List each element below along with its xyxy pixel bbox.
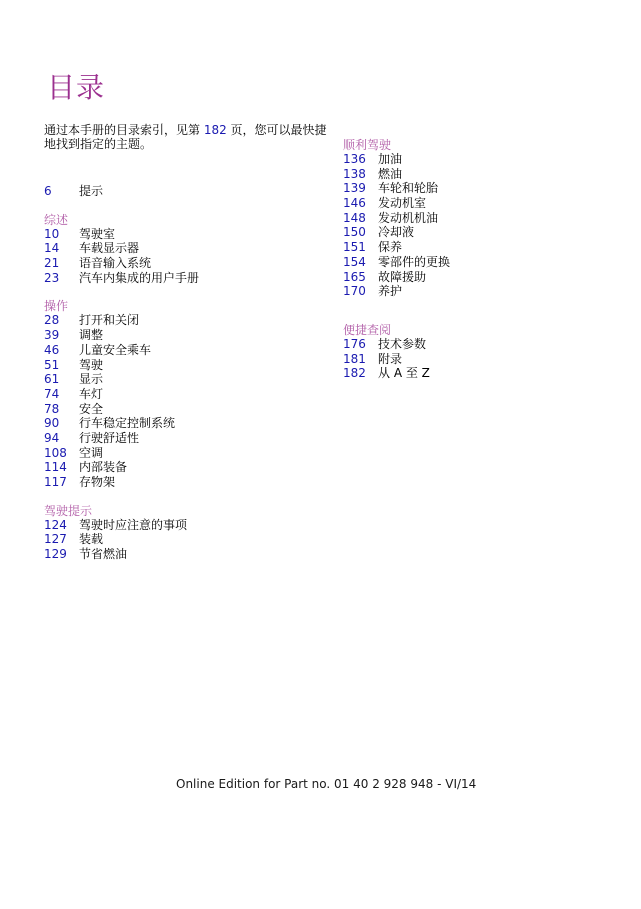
toc-page-number[interactable]: 138	[343, 166, 366, 181]
toc-entry-label[interactable]: 行车稳定控制系统	[79, 416, 176, 431]
toc-section	[343, 323, 633, 381]
toc-page-number[interactable]: 139	[343, 181, 366, 196]
toc-section-heading: 顺利驾驶	[343, 138, 392, 152]
toc-entry[interactable]	[343, 284, 633, 299]
toc-entry-label[interactable]: 空调	[79, 445, 104, 460]
toc-entry[interactable]	[44, 227, 334, 242]
toc-page-number[interactable]: 74	[44, 386, 60, 401]
toc-entry-label[interactable]: 故障援助	[378, 269, 427, 284]
toc-entry-label[interactable]: 附录	[378, 351, 403, 366]
toc-section-heading: 便捷查阅	[343, 322, 392, 337]
toc-page-number[interactable]: 10	[44, 226, 60, 241]
page-title: 目录	[47, 71, 106, 104]
toc-entry[interactable]	[44, 358, 334, 373]
toc-section-heading: 驾驶提示	[44, 503, 93, 518]
toc-entry-label[interactable]: 显示	[79, 372, 104, 387]
toc-entry-label[interactable]: 零部件的更换	[378, 254, 451, 269]
toc-entry-label[interactable]: 加油	[378, 152, 403, 166]
toc-page-number[interactable]: 61	[44, 372, 60, 387]
toc-section	[44, 299, 334, 489]
toc-entry[interactable]	[343, 181, 633, 196]
toc-page-number[interactable]: 165	[343, 269, 366, 284]
toc-entry-label[interactable]: 存物架	[79, 475, 116, 489]
toc-entry-label[interactable]: 语音输入系统	[79, 256, 152, 271]
toc-section	[44, 504, 334, 562]
toc-page-number[interactable]: 28	[44, 313, 60, 328]
toc-page-number[interactable]: 51	[44, 357, 60, 372]
toc-entry-label[interactable]: 车轮和轮胎	[378, 181, 439, 196]
toc-section	[343, 138, 633, 299]
toc-entry[interactable]	[44, 547, 334, 562]
toc-entry[interactable]	[44, 313, 334, 328]
toc-entry[interactable]	[343, 211, 633, 226]
toc-entry[interactable]	[44, 431, 334, 446]
toc-page-number[interactable]: 14	[44, 241, 60, 256]
toc-page-number[interactable]: 176	[343, 336, 366, 351]
toc-entry[interactable]	[44, 446, 334, 461]
toc-page-number[interactable]: 108	[44, 445, 67, 460]
intro-page-link[interactable]: 182	[203, 123, 227, 137]
toc-entry[interactable]	[343, 167, 633, 182]
toc-entry[interactable]	[343, 196, 633, 211]
toc-entry[interactable]	[44, 402, 334, 417]
toc-page-number[interactable]: 181	[343, 351, 366, 366]
toc-entry[interactable]	[343, 152, 633, 167]
toc-page-number[interactable]: 117	[44, 475, 67, 489]
toc-entry[interactable]	[44, 532, 334, 547]
toc-entry[interactable]	[44, 416, 334, 431]
toc-right-column	[343, 138, 633, 381]
toc-entry-label[interactable]: 汽车内集成的用户手册	[79, 270, 200, 285]
toc-entry-label[interactable]: 养护	[378, 284, 403, 299]
toc-entry-label[interactable]: 打开和关闭	[79, 313, 140, 328]
toc-entry[interactable]	[44, 460, 334, 475]
toc-entry-label[interactable]: 安全	[79, 401, 104, 416]
toc-page-number[interactable]: 39	[44, 328, 60, 343]
toc-page-number[interactable]: 114	[44, 460, 67, 475]
toc-page-number[interactable]: 124	[44, 517, 67, 532]
toc-page-number[interactable]: 78	[44, 401, 60, 416]
toc-entry[interactable]	[44, 271, 334, 286]
toc-entry-label[interactable]: 节省燃油	[79, 547, 128, 562]
toc-page-number[interactable]: 146	[343, 196, 366, 211]
toc-entry[interactable]	[44, 387, 334, 402]
toc-page-number[interactable]: 46	[44, 342, 60, 357]
toc-entry[interactable]	[343, 337, 633, 352]
toc-page-number[interactable]: 154	[343, 254, 366, 269]
intro-text-after: 页，您可以最快捷地找到指定的主题。	[44, 123, 327, 151]
toc-section	[44, 213, 334, 286]
toc-page-number[interactable]: 150	[343, 225, 366, 240]
toc-entry[interactable]	[44, 328, 334, 343]
toc-page-number[interactable]: 21	[44, 256, 60, 271]
toc-entry[interactable]	[343, 270, 633, 285]
toc-entry-label[interactable]: 发动机机油	[378, 210, 439, 225]
toc-page-number[interactable]: 148	[343, 210, 366, 225]
toc-entry-label[interactable]: 儿童安全乘车	[79, 342, 152, 357]
toc-entry[interactable]	[343, 366, 633, 381]
toc-page-number[interactable]: 127	[44, 532, 67, 547]
toc-page-number[interactable]: 136	[343, 152, 366, 166]
toc-entry-label[interactable]: 行驶舒适性	[79, 430, 140, 445]
toc-page-number[interactable]: 129	[44, 547, 67, 562]
toc-page-number[interactable]: 151	[343, 240, 366, 255]
toc-entry-label[interactable]: 提示	[79, 184, 104, 198]
toc-entry-label[interactable]: 从 A 至 Z	[378, 366, 430, 381]
toc-page-number[interactable]: 94	[44, 430, 60, 445]
toc-entry[interactable]	[343, 352, 633, 367]
toc-entry[interactable]	[343, 225, 633, 240]
toc-entry-label[interactable]: 装载	[79, 532, 104, 547]
toc-entry-label[interactable]: 内部装备	[79, 460, 128, 475]
toc-entry-label[interactable]: 车载显示器	[79, 241, 140, 256]
intro-text-before: 通过本手册的目录索引，见第	[44, 123, 204, 137]
toc-entry-label[interactable]: 发动机室	[378, 196, 427, 211]
toc-entry-label[interactable]: 冷却液	[378, 225, 415, 240]
footer-edition-note: Online Edition for Part no. 01 40 2 928 948 - VI/14	[176, 777, 477, 791]
toc-entry[interactable]	[44, 241, 334, 256]
toc-page-number[interactable]: 170	[343, 284, 366, 299]
toc-entry[interactable]	[44, 475, 334, 490]
toc-page-number[interactable]: 182	[343, 366, 366, 381]
toc-page-number[interactable]: 90	[44, 416, 60, 431]
toc-section	[44, 184, 334, 199]
toc-entry-label[interactable]: 车灯	[79, 386, 104, 401]
toc-section-heading: 综述	[44, 212, 69, 227]
toc-entry-label[interactable]: 保养	[378, 240, 403, 255]
toc-entry[interactable]	[44, 343, 334, 358]
toc-page-number[interactable]: 23	[44, 270, 60, 285]
toc-entry[interactable]	[343, 255, 633, 270]
toc-entry[interactable]	[44, 184, 334, 199]
toc-entry-label[interactable]: 技术参数	[378, 336, 427, 351]
toc-entry[interactable]	[343, 240, 633, 255]
toc-entry-label[interactable]: 驾驶	[79, 357, 104, 372]
toc-page-number[interactable]: 6	[44, 184, 52, 198]
toc-section-heading: 操作	[44, 299, 69, 314]
toc-entry[interactable]	[44, 256, 334, 271]
intro-text	[44, 123, 334, 151]
toc-left-column	[44, 184, 334, 562]
toc-entry[interactable]	[44, 372, 334, 387]
toc-entry-label[interactable]: 调整	[79, 328, 104, 343]
toc-entry-label[interactable]: 驾驶时应注意的事项	[79, 517, 188, 532]
toc-entry[interactable]	[44, 518, 334, 533]
toc-entry-label[interactable]: 驾驶室	[79, 226, 116, 241]
toc-entry-label[interactable]: 燃油	[378, 166, 403, 181]
